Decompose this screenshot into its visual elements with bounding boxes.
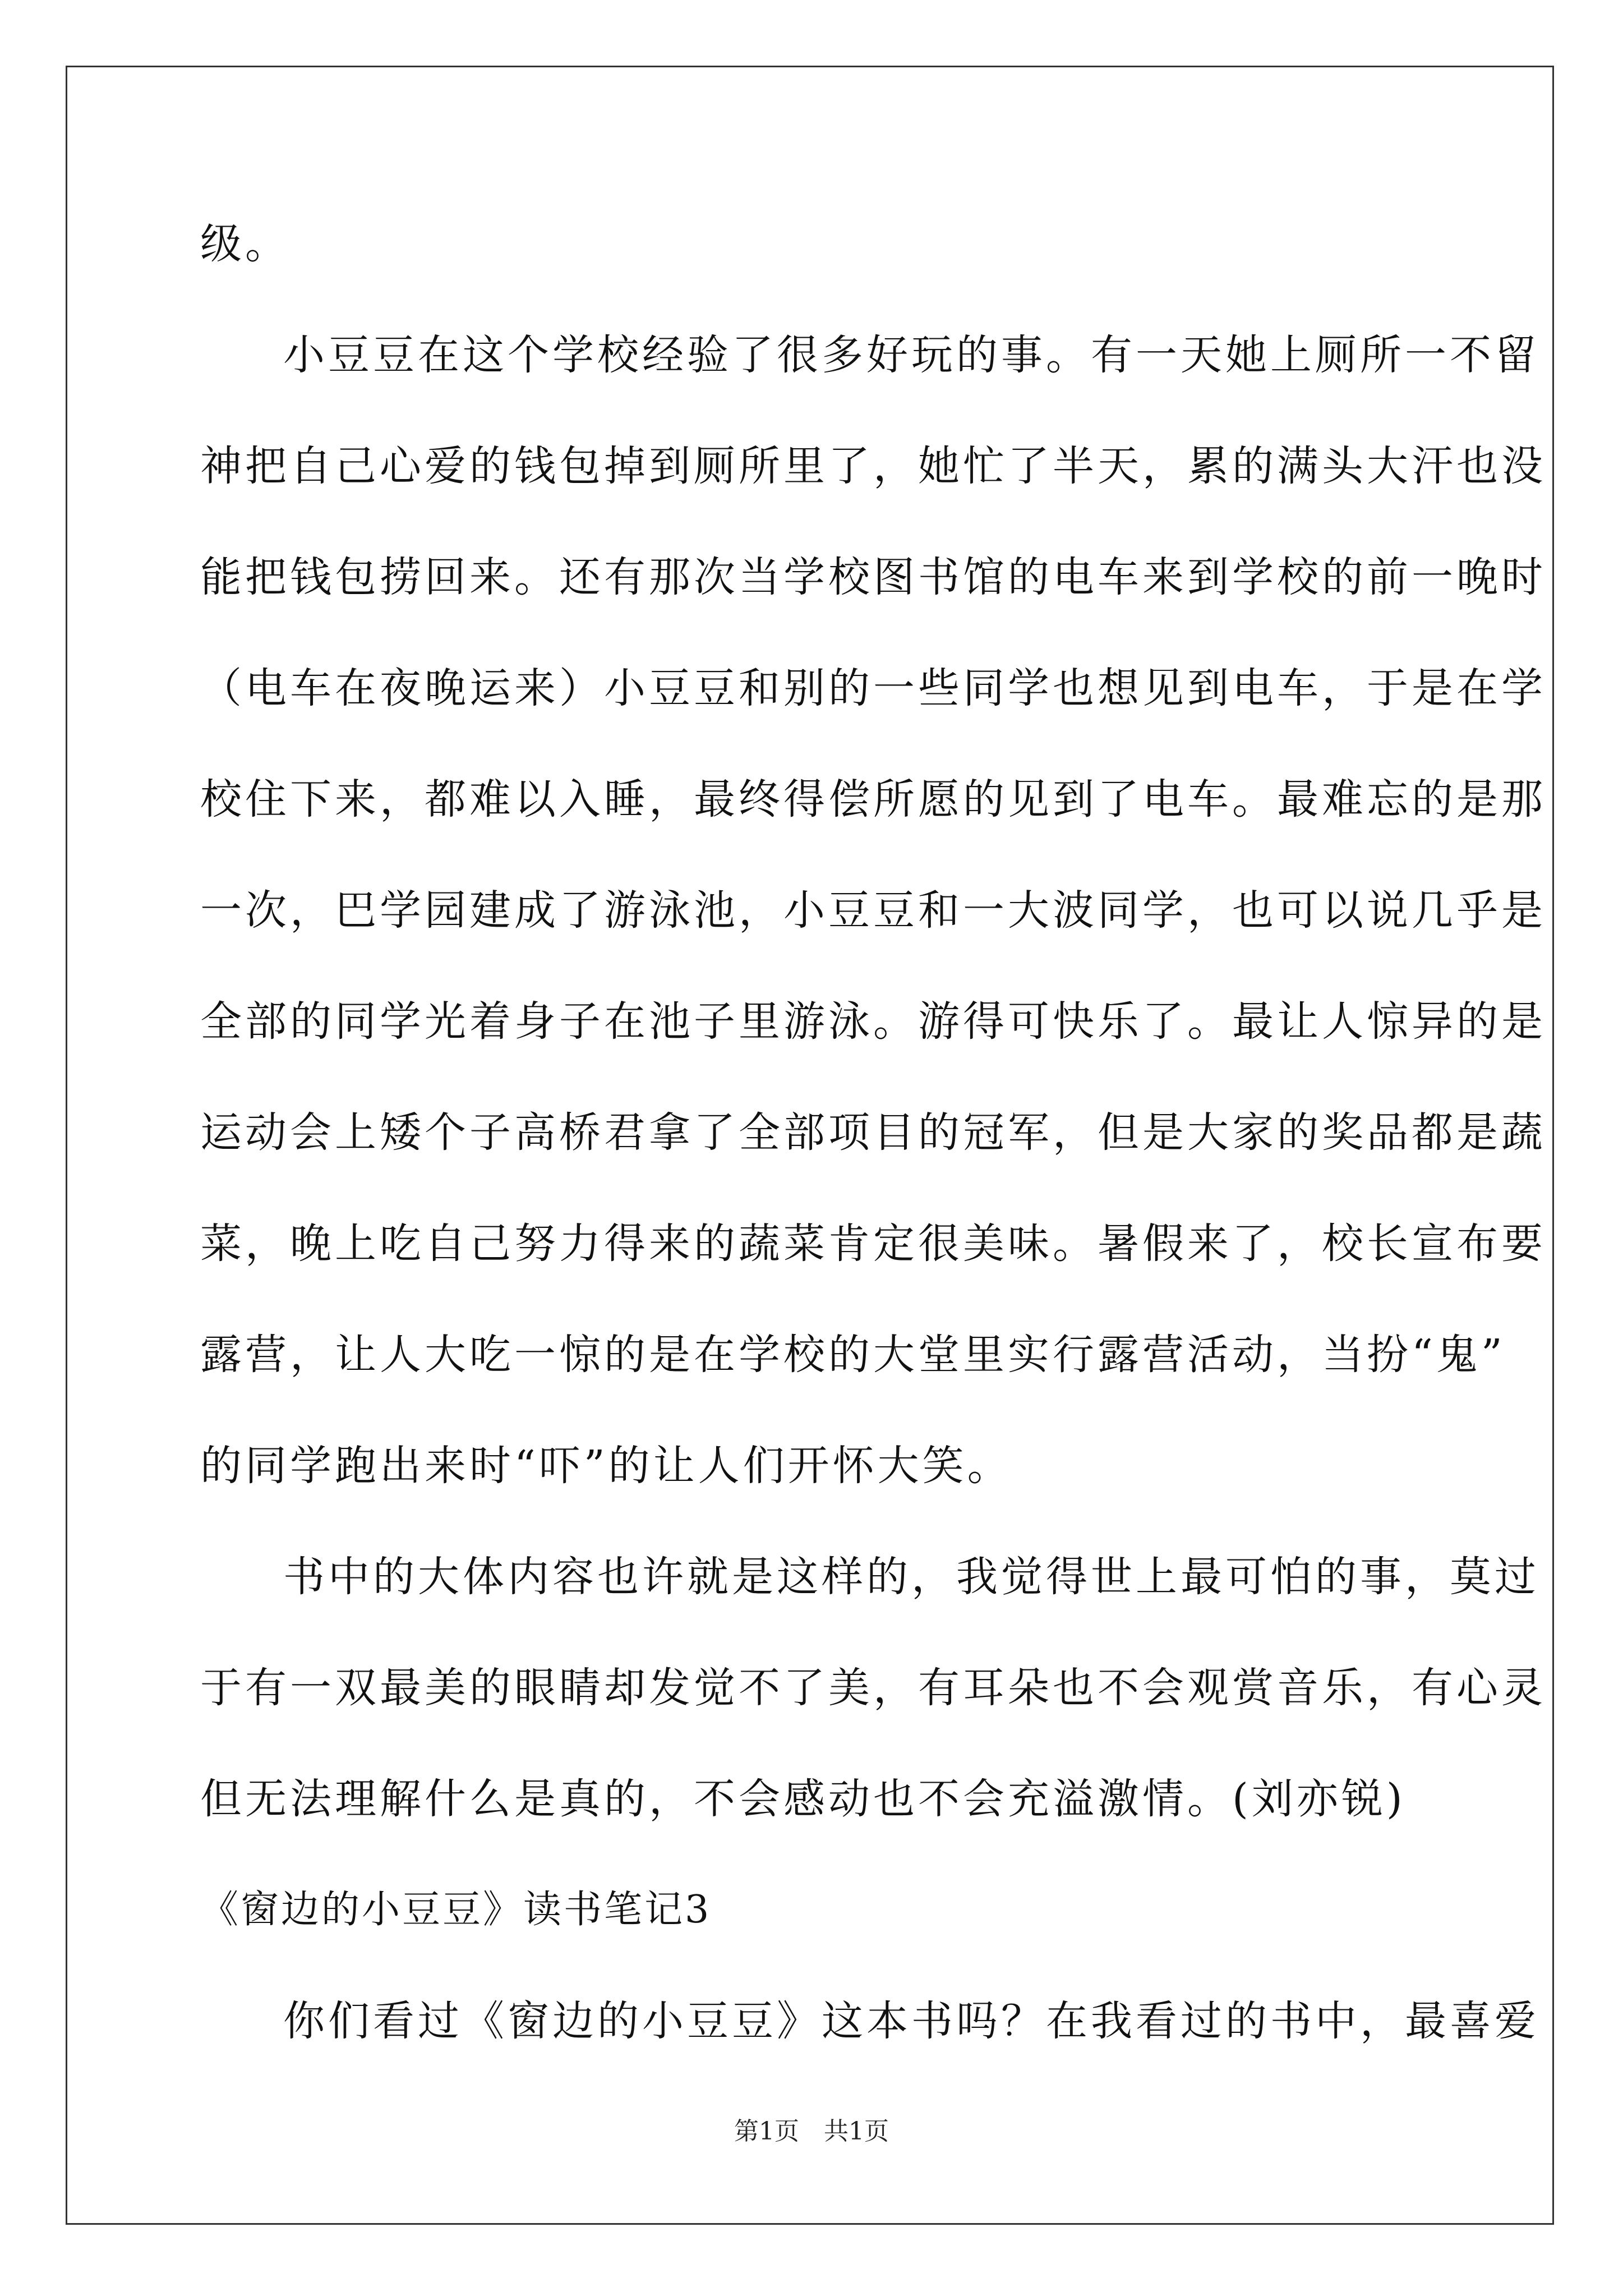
text-line: 菜，晚上吃自己努力得来的蔬菜肯定很美味。暑假来了，校长宣布要 [200,1220,1546,1268]
section-heading: 《窗边的小豆豆》读书笔记3 [200,1888,712,1932]
text-line: 运动会上矮个子高桥君拿了全部项目的冠军，但是大家的奖品都是蔬 [200,1108,1546,1157]
text-line: 一次，巴学园建成了游泳池，小豆豆和一大波同学，也可以说几乎是 [200,886,1546,935]
text-line: 神把自己心爱的钱包掉到厕所里了，她忙了半天，累的满头大汗也没 [200,442,1546,490]
text-line: 级。 [200,220,290,268]
text-line: 全部的同学光着身子在池子里游泳。游得可快乐了。最让人惊异的是 [200,997,1546,1046]
text-line: 校住下来，都难以入睡，最终得偿所愿的见到了电车。最难忘的是那 [200,775,1546,823]
text-line: 露营，让人大吃一惊的是在学校的大堂里实行露营活动，当扮“鬼” [200,1331,1506,1379]
text-line: 小豆豆在这个学校经验了很多好玩的事。有一天她上厕所一不留 [283,331,1539,379]
text-line: 能把钱包捞回来。还有那次当学校图书馆的电车来到学校的前一晚时 [200,553,1546,601]
page-footer: 第1页 共1页 [734,2117,889,2146]
text-line: （电车在夜晚运来）小豆豆和别的一些同学也想见到电车，于是在学 [200,664,1546,712]
text-line: 你们看过《窗边的小豆豆》这本书吗？在我看过的书中，最喜爱 [283,1997,1539,2045]
text-line: 于有一双最美的眼睛却发觉不了美，有耳朵也不会观赏音乐，有心灵 [200,1664,1546,1712]
text-line: 书中的大体内容也许就是这样的，我觉得世上最可怕的事，莫过 [283,1553,1539,1601]
text-line: 的同学跑出来时“吓”的让人们开怀大笑。 [200,1442,1012,1490]
text-line: 但无法理解什么是真的，不会感动也不会充溢激情。(刘亦锐) [200,1775,1406,1823]
